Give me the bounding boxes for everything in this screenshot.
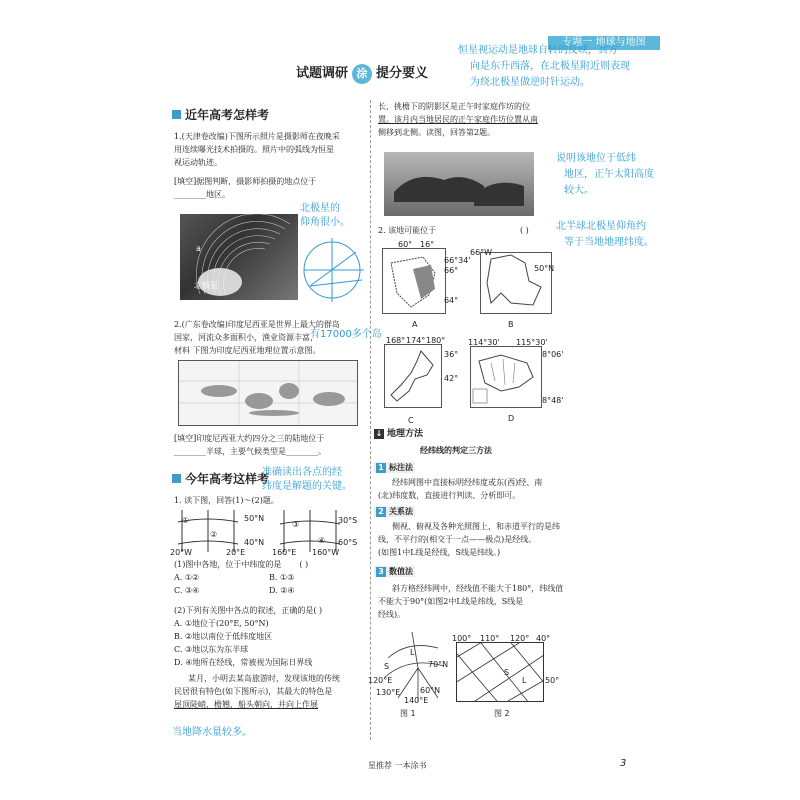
choice: B. ②地以南位于低纬度地区: [174, 632, 273, 641]
map-label: 36°: [444, 350, 459, 359]
section-title: 近年高考怎样考: [185, 108, 270, 122]
note-sec2: 准确读出各点的经: [262, 467, 342, 478]
right-line: 侧移到北侧。读图，回答第2题。: [378, 128, 496, 137]
note-mid: 较大。: [564, 185, 594, 196]
figure-caption: 图 1: [400, 709, 416, 718]
grid-label: 160°W: [312, 548, 340, 557]
right-line: 长，挑檐下的阴影区是正午时家庭作坊的位: [378, 102, 530, 111]
q2-fill: [填空]印度尼西亚大约四分之三的陆地位于: [174, 434, 325, 443]
indonesia-map-svg: [179, 361, 357, 425]
polaris-sketch: [300, 226, 370, 306]
choice: C. ③地以东为东半球: [174, 645, 249, 654]
method-1-name: 标注法: [389, 463, 413, 472]
figure-2: [456, 642, 544, 702]
page-title: [296, 62, 428, 84]
q1-fill: [填空]据图判断，摄影师拍摄的地点位于: [174, 177, 317, 186]
map-label: 66°W: [470, 248, 493, 257]
section-recent-exams: [172, 106, 269, 123]
right-line: 置。该月内当地居民的正午家庭作坊位置从南: [378, 115, 538, 124]
choice: A. ①地位于(20°E, 50°N): [174, 619, 269, 628]
note-top: 向是东升西落，在北极星附近则表现: [470, 61, 630, 72]
story-line: 某月，小明去某岛旅游时，发现该地的传统: [188, 674, 340, 683]
fig2-label: 40°: [536, 634, 551, 643]
right-top-text: [378, 100, 573, 139]
method-1-text: [378, 476, 568, 502]
map-c: [384, 344, 442, 408]
fig1-label: 130°E: [376, 688, 401, 697]
grid-label: 40°N: [244, 538, 265, 547]
grid-point: ①: [182, 516, 190, 525]
method-2-header: [374, 506, 415, 517]
choice: D. ④地所在经线，常被视为国际日界线: [174, 658, 313, 667]
section-title: 今年高考这样考: [185, 472, 270, 486]
choice: B. ①③: [269, 573, 295, 582]
star-trail-photo: [180, 214, 298, 300]
chapter-tag: 专题一 地球与地图: [548, 36, 660, 50]
grid-point: ②: [210, 530, 218, 539]
map-label: 174°: [406, 336, 426, 345]
map-b: [480, 252, 555, 314]
title-part-a: 试题调研: [296, 66, 349, 81]
map-label: 50°N: [534, 264, 555, 273]
title-part-b: 提分要义: [376, 66, 429, 81]
figure-caption: 图 2: [494, 709, 510, 718]
method-3-num: 3: [376, 567, 386, 577]
grid-label: 20°W: [170, 548, 193, 557]
choice: A. ①②: [174, 573, 200, 582]
grid-label: 20°E: [226, 548, 246, 557]
page-number: 3: [620, 758, 627, 769]
fig1-label: L: [410, 648, 415, 657]
map-label: 16°: [420, 240, 435, 249]
sub2-question: (2)下列有关图中各点的叙述，正确的是( ): [174, 606, 323, 615]
section-square-icon: [172, 474, 181, 483]
method-1-num: 1: [376, 463, 386, 473]
section-this-year: [172, 470, 269, 487]
map-d-svg: [471, 347, 541, 407]
note-sec2: 纬度是解题的关键。: [262, 481, 352, 492]
sub1-question: (1)图中各地，位于中纬度的是: [174, 560, 282, 569]
story-line: 屋顶陡峭，檐翘，船头朝向，并向上作展: [174, 700, 318, 709]
method-line: 不能大于90°(如图2中L线是纬线，S线是: [378, 597, 524, 606]
map-b-svg: [481, 253, 551, 313]
grid-point: ④: [318, 536, 326, 545]
fig2-label: 50°: [545, 676, 560, 685]
map-caption: C: [408, 416, 414, 425]
map-label: 8°48': [542, 396, 564, 405]
grid-label: 30°S: [338, 516, 358, 525]
fig1-label: 140°E: [404, 696, 429, 705]
grid-label: 160°E: [272, 548, 297, 557]
map-caption: D: [508, 414, 515, 423]
map-label: 115°30': [516, 338, 548, 347]
fig1-label: 70°N: [428, 660, 449, 669]
q1-line: 1.(天津卷改编)下图所示照片是摄影师在夜晚采: [174, 132, 340, 141]
q2-line: 材料 下图为印度尼西亚地理位置示意图。: [174, 346, 321, 355]
map-label: 42°: [444, 374, 459, 383]
note-bottom: 当地降水量较多。: [172, 727, 252, 738]
q2-line: 2.(广东卷改编)印度尼西亚是世界上最大的群岛: [174, 320, 340, 329]
q2-fill: ________半球，主要气候类型是________。: [174, 447, 326, 456]
map-label: 60°: [398, 240, 413, 249]
method-2-text: [378, 520, 573, 559]
q1-line: 视运动轨迹。: [174, 158, 222, 167]
q2r-text: 2. 该地可能位于: [378, 226, 437, 235]
map-label: 8°06': [542, 350, 564, 359]
method-3-header: [374, 566, 415, 577]
fig2-label: L: [522, 676, 527, 685]
footer-brand: 星推荐 一本涂书: [368, 761, 427, 770]
q3-sub1: [174, 558, 364, 597]
q1-text: [174, 130, 364, 201]
method-2-name: 关系法: [389, 507, 413, 516]
method-3-text: [378, 582, 573, 621]
note-q1: 北极星的 仰角很小。: [300, 203, 350, 228]
photo-label-polaris: 北极星: [194, 281, 218, 290]
note-low: 北半球北极星仰角约: [556, 221, 646, 232]
method-line: (如图1中L线是经线，S线是纬线。): [378, 548, 501, 557]
method-title: 地理方法: [387, 429, 424, 439]
note-mid: 说明该地位于低纬: [556, 153, 636, 164]
note-q2: 有17000多个岛: [310, 329, 382, 340]
photo-label-a: a: [196, 244, 201, 253]
method-header: [374, 426, 423, 439]
q3-intro: 1. 读下图，回答(1)～(2)题。: [174, 496, 279, 505]
grid-point: ③: [292, 520, 300, 529]
q3-sub2: [174, 604, 369, 669]
map-label: 66°34': [444, 256, 471, 265]
figure-2-svg: [457, 643, 543, 701]
fig2-label: 120°: [510, 634, 530, 643]
map-d: [470, 346, 542, 408]
method-line: (北)纬度数，直接进行判读、分析即可。: [378, 491, 521, 500]
grid-label: 60°S: [338, 538, 358, 547]
fig2-label: S: [504, 668, 510, 677]
choice: D. ②④: [269, 586, 295, 595]
map-a-svg: [383, 249, 445, 313]
indonesia-map: [178, 360, 358, 426]
map-label: 66°: [444, 266, 459, 275]
method-1-header: [374, 462, 415, 473]
method-line: 侧视、俯视及各种光照图上，和赤道平行的是纬: [392, 522, 560, 531]
fig1-label: S: [384, 662, 390, 671]
fig1-label: 60°N: [420, 686, 441, 695]
house-svg: [384, 152, 534, 216]
method-line: 线，不平行的(相交于一点——极点)是经线。: [378, 535, 537, 544]
column-divider: [370, 100, 371, 740]
q1-line: 用连续曝光技术拍摄的。照片中的弧线为恒星: [174, 145, 334, 154]
method-3-name: 数值法: [389, 567, 413, 576]
map-label: 114°30': [468, 338, 500, 347]
story-text: [174, 672, 369, 711]
sub1-paren: ( ): [299, 560, 309, 569]
fig2-label: 110°: [480, 634, 500, 643]
method-subtitle: 经纬线的判定三方法: [420, 445, 492, 455]
method-line: 斜方格经纬网中，经线值不能大于180°，纬线值: [392, 584, 564, 593]
fig1-label: 120°E: [368, 676, 393, 685]
map-caption: B: [508, 320, 514, 329]
q2-fill-text: [174, 432, 369, 458]
grid-label: 50°N: [244, 514, 265, 523]
method-icon: ↓: [375, 429, 383, 438]
note-top: 恒星视运动是地球自转的反映，其方: [458, 45, 618, 56]
q1-fill: ________地区。: [174, 190, 230, 199]
traditional-house-photo: [384, 152, 534, 216]
method-line: 经纬网图中直接标明经纬度或东(西)经、南: [392, 478, 543, 487]
map-label: 64°: [444, 296, 459, 305]
q2r-paren: ( ): [520, 226, 529, 235]
method-line: 经线)。: [378, 610, 406, 619]
map-c-svg: [385, 345, 441, 407]
choice: C. ③④: [174, 586, 200, 595]
story-line: 民居很有特色(如下图所示)，其最大的特色是: [174, 687, 333, 696]
q2-line: 国家，河流众多面积小，渔业资源丰富，: [174, 333, 318, 342]
map-a: [382, 248, 446, 314]
method-2-num: 2: [376, 507, 386, 517]
note-top: 为绕北极星做逆时针运动。: [470, 77, 590, 88]
note-low: 等于当地地理纬度。: [564, 237, 654, 248]
map-caption: A: [412, 320, 418, 329]
note-mid: 地区，正午太阳高度: [564, 169, 654, 180]
map-label: 168°: [386, 336, 406, 345]
fig2-label: 100°: [452, 634, 472, 643]
map-label: 180°: [426, 336, 446, 345]
section-square-icon: [172, 110, 181, 119]
title-circle: 涂: [352, 64, 372, 84]
